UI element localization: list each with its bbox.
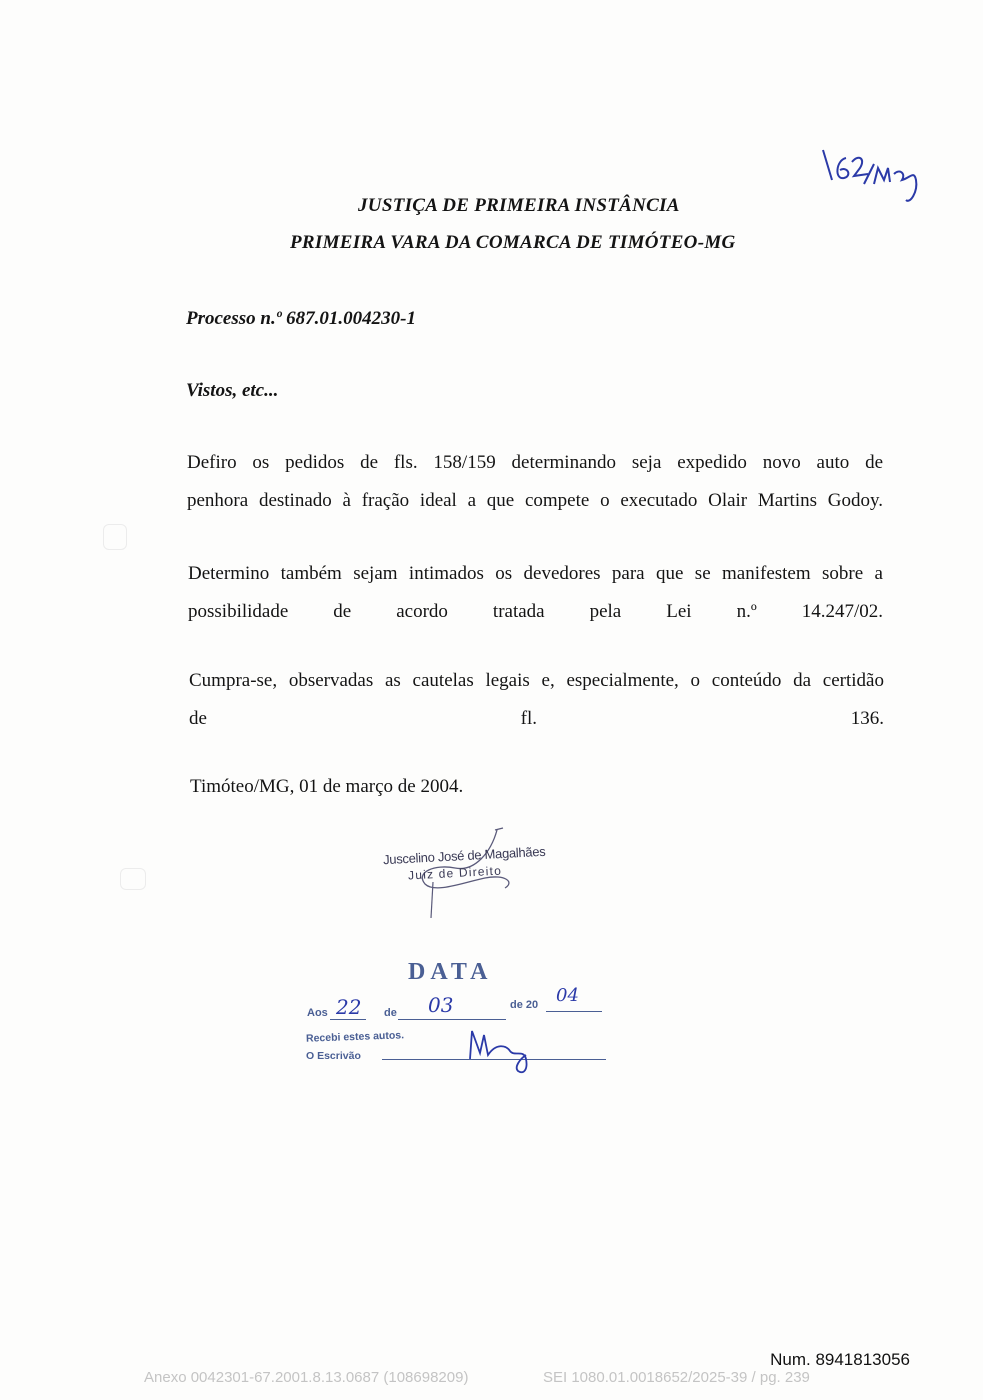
sei-reference: SEI 1080.01.0018652/2025-39 / pg. 239 xyxy=(543,1369,810,1386)
judge-name: Juscelino José de Magalhães xyxy=(382,843,546,868)
stamp-month-line xyxy=(398,1019,506,1020)
date-stamp xyxy=(300,955,620,1075)
stamp-year-prefix: de 20 xyxy=(510,999,539,1011)
court-subtitle: PRIMEIRA VARA DA COMARCA DE TIMÓTEO-MG xyxy=(290,232,736,253)
judge-role: Juiz de Direito xyxy=(407,863,503,883)
process-number: Processo n.º 687.01.004230-1 xyxy=(186,308,416,329)
annex-reference: Anexo 0042301-67.2001.8.13.0687 (108698209) xyxy=(144,1369,469,1386)
paragraph-1-line-2: penhora destinado à fração ideal a que compete o executado Olair Martins Godoy. xyxy=(187,490,883,511)
handwritten-page-number xyxy=(818,140,928,215)
court-title: JUSTIÇA DE PRIMEIRA INSTÂNCIA xyxy=(358,195,680,216)
paragraph-3 xyxy=(189,662,884,738)
scan-artifact xyxy=(120,868,146,890)
vistos-label: Vistos, etc... xyxy=(186,380,279,401)
place-date: Timóteo/MG, 01 de março de 2004. xyxy=(190,776,464,797)
stamp-de-label: de xyxy=(384,1007,397,1019)
stamp-month: 03 xyxy=(428,993,454,1017)
handwritten-note-svg xyxy=(818,140,928,210)
paragraph-3-line-1: Cumpra-se, observadas as cautelas legais e, especialmente, o conteúdo da certidão xyxy=(189,670,884,691)
document-number: Num. 8941813056 xyxy=(770,1350,910,1369)
stamp-year: 04 xyxy=(556,985,579,1006)
paragraph-1-line-1: Defiro os pedidos de fls. 158/159 determinando seja expedido novo auto de xyxy=(187,452,883,473)
stamp-year-line xyxy=(546,1011,602,1012)
paragraph-2 xyxy=(188,555,883,631)
stamp-received: Recebi estes autos. xyxy=(305,1029,405,1045)
stamp-aos-label: Aos xyxy=(307,1007,328,1019)
paragraph-2-line-1: Determino também sejam intimados os devedores para que se manifestem sobre a xyxy=(188,563,883,584)
scan-artifact xyxy=(103,524,127,550)
stamp-clerk: O Escrivão xyxy=(306,1050,361,1062)
paragraph-2-line-2: possibilidade de acordo tratada pela Lei n.º 14.247/02. xyxy=(188,601,883,622)
clerk-initials-svg xyxy=(466,1025,546,1075)
stamp-day-line xyxy=(330,1019,366,1020)
stamp-title: DATA xyxy=(408,959,493,985)
stamp-day: 22 xyxy=(336,995,362,1019)
paragraph-1 xyxy=(187,444,883,520)
paragraph-3-line-2: de fl. 136. xyxy=(189,708,884,729)
